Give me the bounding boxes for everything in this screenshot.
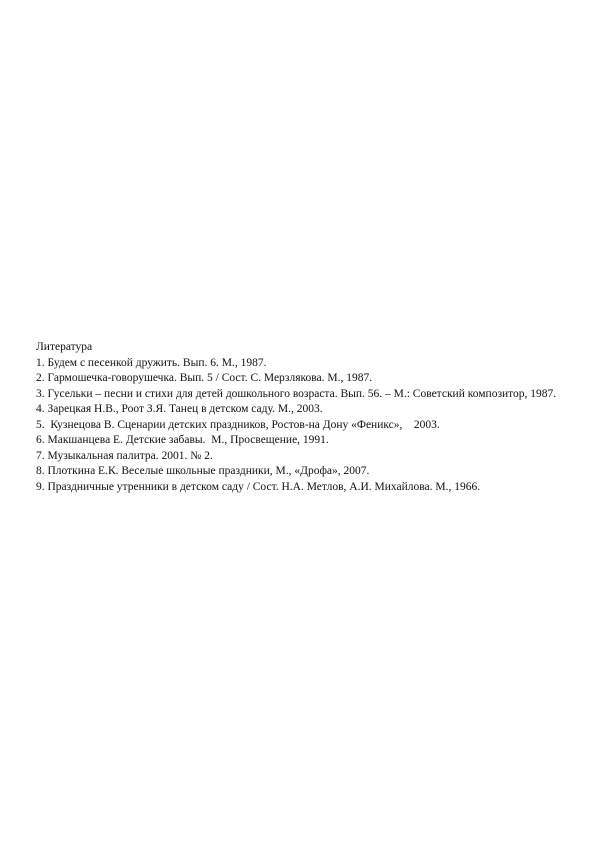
reference-item: 2. Гармошечка-говорушечка. Вып. 5 / Сост. С. Мерзлякова. М., 1987. xyxy=(36,372,373,384)
section-heading: Литература xyxy=(36,341,93,353)
reference-item: 9. Праздничные утренники в детском саду / Сост. Н.А. Метлов, А.И. Михайлова. М., 1966. xyxy=(36,480,481,493)
reference-list xyxy=(36,356,566,496)
reference-item: 8. Плоткина Е.К. Веселые школьные праздники, М., «Дрофа», 2007. xyxy=(36,465,370,477)
reference-item: 4. Зарецкая Н.В., Роот З.Я. Танец в детском саду. М., 2003. xyxy=(36,403,323,415)
literature-section xyxy=(36,340,566,495)
reference-item: 6. Макшанцева Е. Детские забавы. М., Просвещение, 1991. xyxy=(36,434,329,446)
reference-item: 7. Музыкальная палитра. 2001. № 2. xyxy=(36,449,213,462)
reference-item: 3. Гусельки – песни и стихи для детей дошкольного возраста. Вып. 56. – М.: Советский композитор, 1987. xyxy=(36,387,557,400)
reference-item: 1. Будем с песенкой дружить. Вып. 6. М., 1987. xyxy=(36,356,267,369)
reference-item: 5. Кузнецова В. Сценарии детских праздников, Ростов-на Дону «Феникс», 2003. xyxy=(36,418,440,431)
